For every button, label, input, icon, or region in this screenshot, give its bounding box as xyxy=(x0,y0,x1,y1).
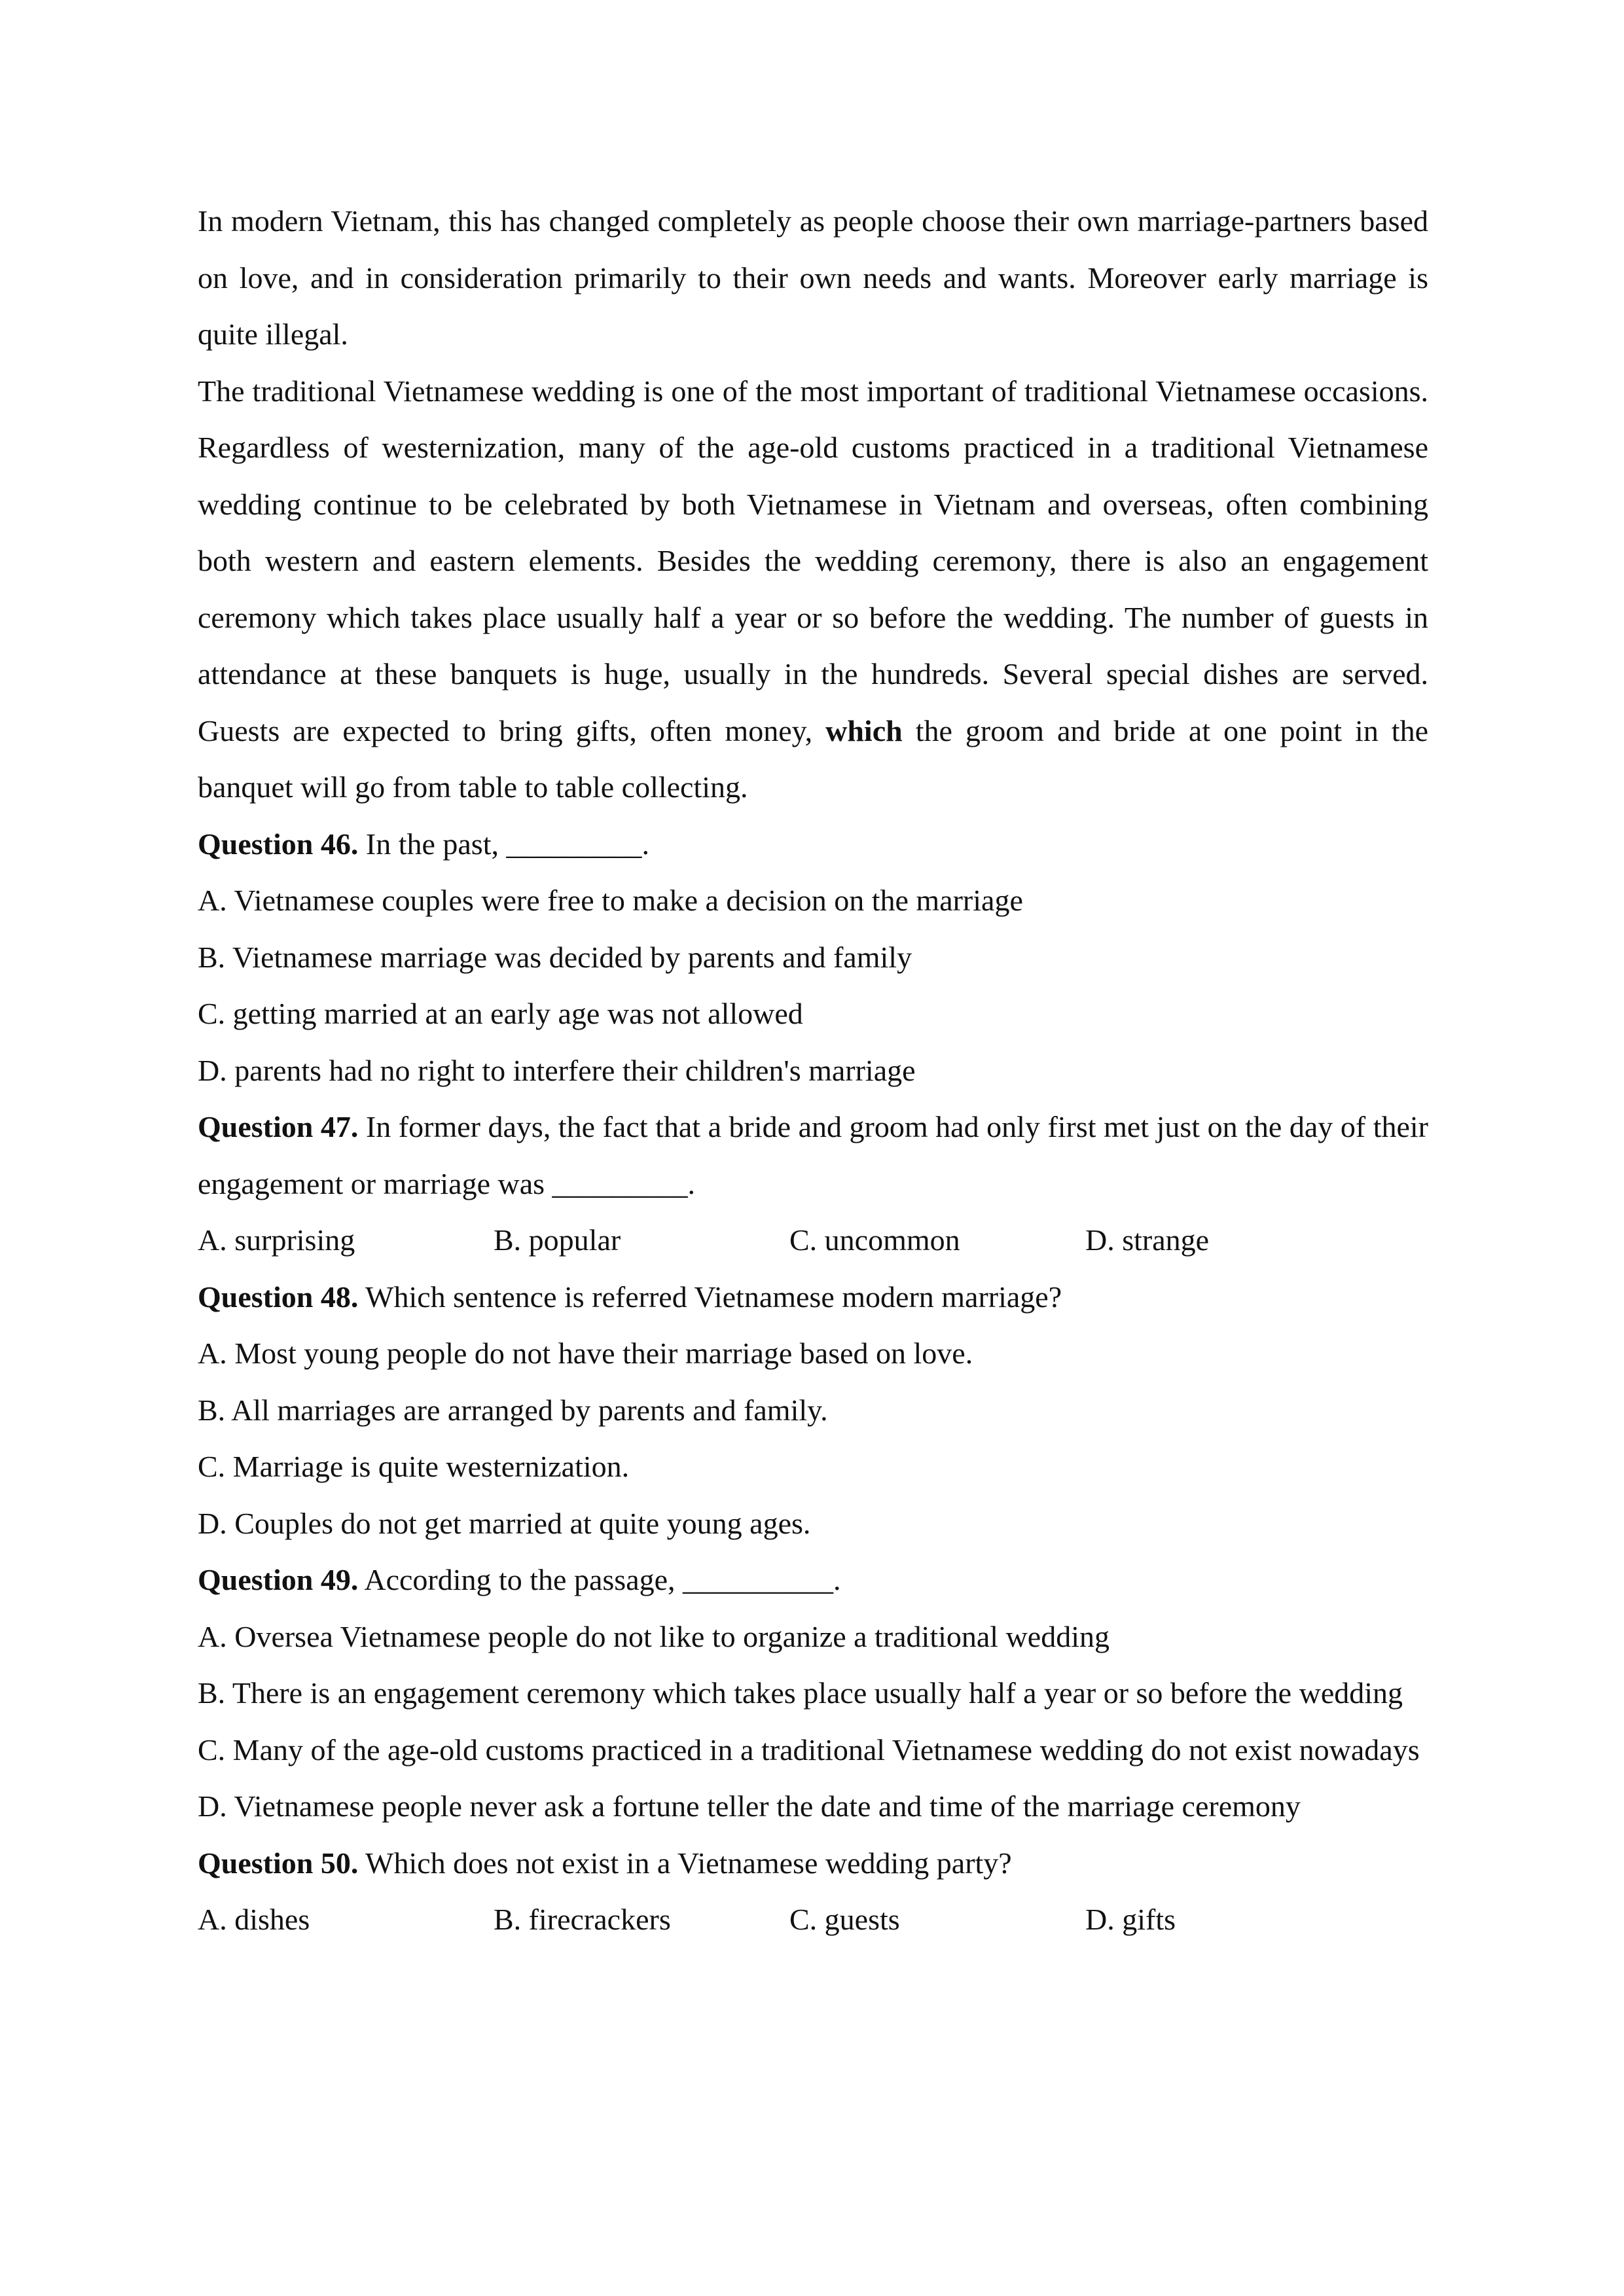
question-47 xyxy=(198,1099,1428,1269)
question-stem xyxy=(198,1835,1428,1892)
passage-paragraph-1: In modern Vietnam, this has changed completely as people choose their own marriage-partners based on love, and in consideration primarily to their own needs and wants. Moreover early marriage is quite illegal. xyxy=(198,204,1428,351)
answer-option[interactable]: C. uncommon xyxy=(789,1223,960,1257)
question-label: Question 47. xyxy=(198,1110,359,1143)
answer-option[interactable]: A. dishes xyxy=(198,1903,310,1936)
question-46 xyxy=(198,816,1428,1100)
question-text: According to the passage, __________. xyxy=(364,1563,841,1596)
question-stem xyxy=(198,1552,1428,1609)
answer-option[interactable]: A. surprising xyxy=(198,1223,355,1257)
question-stem xyxy=(198,1099,1428,1212)
question-text: Which does not exist in a Vietnamese wedding party? xyxy=(365,1846,1012,1880)
answer-option[interactable]: C. Many of the age-old customs practiced in a traditional Vietnamese wedding do not exist nowadays xyxy=(198,1732,1420,1767)
answer-option[interactable]: B. Vietnamese marriage was decided by parents and family xyxy=(198,940,912,974)
answer-option[interactable]: D. Vietnamese people never ask a fortune teller the date and time of the marriage ceremony xyxy=(198,1789,1301,1823)
answer-option[interactable]: C. getting married at an early age was not allowed xyxy=(198,997,803,1030)
answer-option[interactable]: C. Marriage is quite westernization. xyxy=(198,1450,630,1483)
question-label: Question 50. xyxy=(198,1846,359,1880)
answer-option[interactable]: D. Couples do not get married at quite young ages. xyxy=(198,1506,811,1540)
passage-paragraph-2 xyxy=(198,363,1428,816)
answer-option[interactable]: B. popular xyxy=(494,1223,621,1257)
answer-option[interactable]: B. firecrackers xyxy=(494,1903,671,1936)
question-stem xyxy=(198,816,1428,873)
passage-text: The traditional Vietnamese wedding is one of the most important of traditional Vietnamese occasions. Regardless of westernization, many of the age-old customs practiced in a traditional Vietnamese wedding continue to be celebrated by both Vietnamese in Vietnam and overseas, often combining both western and eastern elements. Besides the wedding ceremony, there is also an engagement ceremony which takes place usually half a year or so before the wedding. The number of guests in attendance at these banquets is huge, usually in the hundreds. Several special dishes are served. Guests are expected to bring gifts, often money, xyxy=(198,374,1428,747)
question-50 xyxy=(198,1835,1428,1948)
passage-text: the groom and bride at one point in the banquet will go from table to table collecting. xyxy=(198,713,1429,804)
question-text: Which sentence is referred Vietnamese modern marriage? xyxy=(365,1280,1062,1314)
question-label: Question 49. xyxy=(198,1563,359,1596)
answer-options-row xyxy=(198,1892,1428,1948)
question-text: In former days, the fact that a bride and groom had only first met just on the day of their engagement or marriage was _________. xyxy=(198,1110,1428,1200)
answer-option[interactable]: A. Oversea Vietnamese people do not like to organize a traditional wedding xyxy=(198,1619,1110,1653)
answer-option[interactable]: B. There is an engagement ceremony which takes place usually half a year or so before the wedding xyxy=(198,1676,1403,1710)
question-text: In the past, _________. xyxy=(365,827,649,861)
answer-option[interactable]: A. Most young people do not have their marriage based on love. xyxy=(198,1336,973,1370)
answer-options-row xyxy=(198,1212,1428,1269)
question-48 xyxy=(198,1269,1428,1552)
passage-bold-word: which xyxy=(825,713,903,747)
answer-option[interactable]: A. Vietnamese couples were free to make a decision on the marriage xyxy=(198,884,1023,917)
answer-option[interactable]: D. parents had no right to interfere their children's marriage xyxy=(198,1053,916,1087)
answer-option[interactable]: D. gifts xyxy=(1085,1903,1176,1936)
question-label: Question 48. xyxy=(198,1280,359,1314)
answer-option[interactable]: D. strange xyxy=(1085,1223,1210,1257)
question-stem xyxy=(198,1269,1428,1326)
answer-option[interactable]: B. All marriages are arranged by parents and family. xyxy=(198,1393,828,1427)
question-label: Question 46. xyxy=(198,827,359,861)
document-page xyxy=(198,193,1428,1948)
answer-option[interactable]: C. guests xyxy=(789,1903,900,1936)
question-49 xyxy=(198,1552,1428,1835)
